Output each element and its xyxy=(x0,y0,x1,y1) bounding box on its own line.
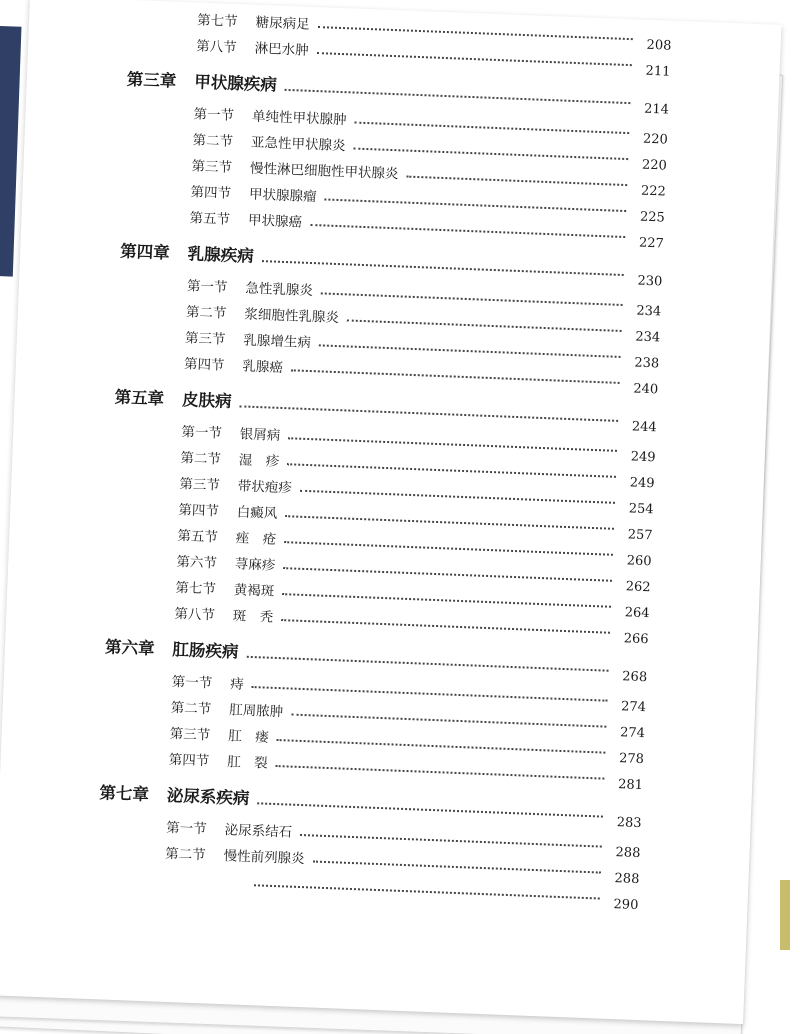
page-number: 266 xyxy=(623,631,649,648)
leader-dots xyxy=(319,343,621,358)
page-number: 211 xyxy=(645,63,671,80)
leader-dots xyxy=(347,318,622,332)
page-number: 249 xyxy=(629,475,655,492)
page-number: 288 xyxy=(615,845,641,862)
leader-dots xyxy=(353,147,628,161)
chapter-title: 肛肠疾病 xyxy=(172,639,239,662)
left-page-blue-band xyxy=(0,26,21,277)
section-number: 第二节 xyxy=(164,845,206,864)
page-number: 234 xyxy=(636,303,662,320)
chapter-number: 第六章 xyxy=(104,637,155,659)
section-number: 第二节 xyxy=(192,132,234,150)
section-number: 第二节 xyxy=(170,699,212,718)
page-number: 220 xyxy=(642,131,669,148)
page-number: 234 xyxy=(635,329,661,346)
section-title: 糖尿病足 xyxy=(255,14,310,33)
page-number: 244 xyxy=(631,419,657,436)
section-number: 第三节 xyxy=(169,725,211,744)
page-number: 222 xyxy=(640,183,667,200)
page-number: 262 xyxy=(625,579,651,596)
section-number: 第八节 xyxy=(195,38,237,56)
section-number: 第三节 xyxy=(191,158,233,176)
section-number: 第一节 xyxy=(165,819,207,838)
section-title: 泌尿系结石 xyxy=(224,822,293,841)
section-title: 浆细胞性乳腺炎 xyxy=(244,306,340,327)
section-number: 第一节 xyxy=(181,424,223,442)
page-number: 274 xyxy=(620,699,647,716)
page-number: 268 xyxy=(622,669,648,686)
section-number: 第一节 xyxy=(186,278,228,296)
leader-dots xyxy=(312,859,600,873)
section-title: 痔 xyxy=(229,676,245,693)
page-number: 274 xyxy=(619,725,646,742)
leader-dots xyxy=(324,197,626,212)
leader-dots xyxy=(281,618,610,634)
section-title: 银屑病 xyxy=(239,426,281,444)
leader-dots xyxy=(321,291,623,306)
section-number: 第一节 xyxy=(193,106,235,124)
leader-dots xyxy=(291,368,620,384)
section-number: 第三节 xyxy=(179,476,221,494)
section-number: 第七节 xyxy=(196,12,238,30)
page-number: 264 xyxy=(624,605,650,622)
section-title: 淋巴水肿 xyxy=(254,40,309,59)
chapter-title: 皮肤病 xyxy=(181,390,232,412)
section-number: 第四节 xyxy=(190,184,232,202)
leader-dots xyxy=(406,175,627,186)
section-number: 第五节 xyxy=(189,210,231,228)
section-number: 第五节 xyxy=(177,528,219,546)
section-title: 慢性淋巴细胞性甲状腺炎 xyxy=(249,160,399,183)
leader-dots xyxy=(246,655,608,672)
section-number: 第四节 xyxy=(168,751,210,770)
section-number: 第二节 xyxy=(185,304,227,322)
book-edge-strip xyxy=(780,880,790,950)
section-number: 第三节 xyxy=(184,330,226,348)
section-title: 白癜风 xyxy=(236,504,278,522)
section-title: 肛 瘘 xyxy=(227,728,270,746)
page-number: 220 xyxy=(641,157,668,174)
section-title: 乳腺癌 xyxy=(242,358,284,376)
section-title: 带状疱疹 xyxy=(237,478,293,497)
page-number: 249 xyxy=(630,449,656,466)
leader-dots xyxy=(310,223,625,238)
section-title: 急性乳腺炎 xyxy=(245,280,314,300)
page-number: 260 xyxy=(626,553,652,570)
section-title: 肛 裂 xyxy=(226,754,269,772)
section-number: 第一节 xyxy=(171,673,213,692)
page-number: 208 xyxy=(646,37,672,54)
section-title: 甲状腺癌 xyxy=(247,212,303,231)
section-number: 第四节 xyxy=(178,502,220,520)
leader-dots xyxy=(257,801,603,817)
leader-dots xyxy=(300,833,602,848)
section-title: 乳腺增生病 xyxy=(243,332,312,352)
page-number: 288 xyxy=(614,871,640,888)
leader-dots xyxy=(239,404,618,422)
page-number: 238 xyxy=(634,355,660,372)
leader-dots xyxy=(316,51,631,66)
chapter-number: 第五章 xyxy=(114,387,165,409)
page-number: 227 xyxy=(638,235,665,252)
section-title: 肛周脓肿 xyxy=(228,702,284,721)
chapter-title: 乳腺疾病 xyxy=(187,244,255,266)
section-number: 第四节 xyxy=(183,356,225,374)
chapter-number: 第七章 xyxy=(99,783,150,805)
leader-dots xyxy=(354,121,629,135)
leader-dots xyxy=(276,764,605,780)
section-title: 单纯性甲状腺肿 xyxy=(251,108,347,129)
section-title: 斑 秃 xyxy=(232,608,274,626)
page-number: 230 xyxy=(637,273,663,290)
chapter-number: 第四章 xyxy=(119,241,171,263)
page-number: 278 xyxy=(618,751,645,768)
leader-dots xyxy=(261,259,623,276)
leader-dots xyxy=(254,883,600,899)
page-number: 214 xyxy=(643,101,670,118)
page-number: 281 xyxy=(617,777,644,794)
section-title: 湿 疹 xyxy=(238,452,280,470)
page-number: 283 xyxy=(616,815,642,832)
page-number: 290 xyxy=(613,897,639,914)
section-number: 第七节 xyxy=(175,580,217,598)
section-title: 甲状腺腺瘤 xyxy=(248,186,317,206)
section-title: 荨麻疹 xyxy=(234,556,276,574)
section-number: 第六节 xyxy=(176,554,218,572)
page-number: 254 xyxy=(628,501,654,518)
chapter-number: 第三章 xyxy=(126,69,177,91)
chapter-title: 甲状腺疾病 xyxy=(193,72,278,95)
page-number: 240 xyxy=(633,381,659,398)
page-number: 225 xyxy=(639,209,666,226)
section-title: 亚急性甲状腺炎 xyxy=(250,134,346,155)
leader-dots xyxy=(285,88,631,104)
page-number: 257 xyxy=(627,527,653,544)
section-title: 痤 疮 xyxy=(235,530,277,548)
section-number: 第二节 xyxy=(180,450,222,468)
chapter-title: 泌尿系疾病 xyxy=(166,785,250,809)
section-title: 黄褐斑 xyxy=(233,582,275,600)
section-number: 第八节 xyxy=(174,606,216,624)
section-title: 慢性前列腺炎 xyxy=(223,848,305,868)
